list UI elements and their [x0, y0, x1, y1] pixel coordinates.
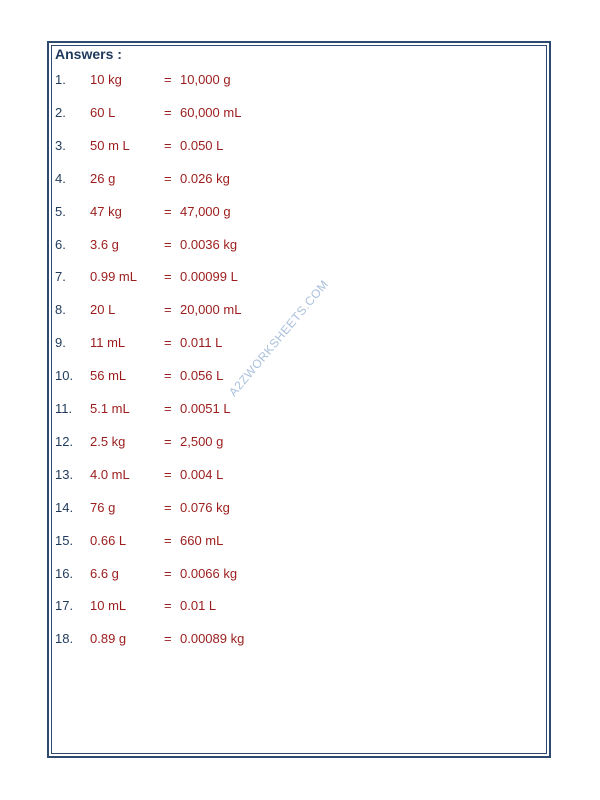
answer-row [0, 400, 600, 418]
given-quantity: 50 m L [90, 137, 130, 153]
given-quantity: 5.1 mL [90, 401, 130, 416]
answers-heading: Answers : [55, 46, 122, 62]
equals-sign: = [164, 368, 172, 384]
answer-number: 15. [55, 532, 74, 548]
answer-row [0, 565, 600, 583]
answer-row [0, 499, 600, 517]
answer-number: 14. [55, 499, 74, 515]
equals-sign: = [164, 499, 172, 515]
answer-row [0, 71, 600, 89]
equals-sign: = [164, 72, 172, 87]
given-quantity: 0.89 g [90, 631, 127, 647]
given-quantity: 10 mL [90, 598, 127, 614]
answer-number: 18. [55, 631, 74, 647]
answer-row [0, 532, 600, 550]
converted-answer: 0.01 L [180, 598, 217, 614]
converted-answer: 0.050 L [180, 137, 224, 153]
answer-number: 10. [55, 368, 74, 384]
answer-row [0, 104, 600, 122]
answer-row [0, 334, 600, 352]
equals-sign: = [164, 631, 172, 647]
answer-number: 3. [55, 137, 66, 153]
answer-row [0, 137, 600, 155]
answer-row [0, 301, 600, 319]
converted-answer: 47,000 g [180, 203, 231, 219]
converted-answer: 2,500 g [180, 433, 224, 449]
equals-sign: = [164, 170, 172, 186]
answer-number: 8. [55, 302, 66, 318]
converted-answer: 0.004 L [180, 466, 224, 482]
answer-row [0, 367, 600, 385]
equals-sign: = [164, 335, 172, 351]
answer-row [0, 268, 600, 286]
converted-answer: 0.0066 kg [180, 565, 238, 581]
answer-number: 9. [55, 335, 66, 351]
given-quantity: 0.66 L [90, 532, 127, 548]
equals-sign: = [164, 401, 172, 416]
converted-answer: 0.0051 L [180, 401, 231, 416]
answer-row [0, 236, 600, 254]
answer-row [0, 433, 600, 451]
answer-number: 11. [55, 401, 73, 416]
watermark: A2ZWORKSHEETS.COM [226, 277, 332, 399]
converted-answer: 0.056 L [180, 368, 224, 384]
answer-number: 12. [55, 433, 74, 449]
equals-sign: = [164, 598, 172, 614]
answer-row [0, 170, 600, 188]
equals-sign: = [164, 466, 172, 482]
given-quantity: 2.5 kg [90, 433, 126, 449]
converted-answer: 0.011 L [180, 335, 223, 351]
answer-number: 16. [55, 565, 74, 581]
answer-number: 17. [55, 598, 74, 614]
equals-sign: = [164, 302, 172, 318]
given-quantity: 47 kg [90, 203, 122, 219]
answer-number: 1. [55, 72, 66, 87]
answer-number: 4. [55, 170, 66, 186]
given-quantity: 60 L [90, 104, 116, 120]
converted-answer: 20,000 mL [180, 302, 242, 318]
answer-number: 13. [55, 466, 74, 482]
equals-sign: = [164, 532, 172, 548]
equals-sign: = [164, 203, 172, 219]
answer-number: 6. [55, 236, 66, 252]
answer-row [0, 466, 600, 484]
answer-row [0, 597, 600, 615]
converted-answer: 0.026 kg [180, 170, 230, 186]
converted-answer: 0.076 kg [180, 499, 230, 515]
equals-sign: = [164, 137, 172, 153]
given-quantity: 3.6 g [90, 236, 119, 252]
answer-number: 7. [55, 269, 66, 285]
equals-sign: = [164, 269, 172, 285]
equals-sign: = [164, 433, 172, 449]
answer-number: 2. [55, 104, 66, 120]
given-quantity: 20 L [90, 302, 116, 318]
converted-answer: 10,000 g [180, 72, 231, 87]
answer-row [0, 630, 600, 648]
given-quantity: 6.6 g [90, 565, 119, 581]
converted-answer: 60,000 mL [180, 104, 242, 120]
equals-sign: = [164, 236, 172, 252]
equals-sign: = [164, 104, 172, 120]
answer-number: 5. [55, 203, 66, 219]
given-quantity: 76 g [90, 499, 116, 515]
given-quantity: 10 kg [90, 72, 122, 87]
given-quantity: 26 g [90, 170, 116, 186]
converted-answer: 0.0036 kg [180, 236, 238, 252]
given-quantity: 4.0 mL [90, 466, 130, 482]
answer-row [0, 203, 600, 221]
converted-answer: 0.00089 kg [180, 631, 245, 647]
converted-answer: 660 mL [180, 532, 224, 548]
given-quantity: 11 mL [90, 335, 126, 351]
given-quantity: 0.99 mL [90, 269, 137, 285]
given-quantity: 56 mL [90, 368, 127, 384]
converted-answer: 0.00099 L [180, 269, 238, 285]
equals-sign: = [164, 565, 172, 581]
